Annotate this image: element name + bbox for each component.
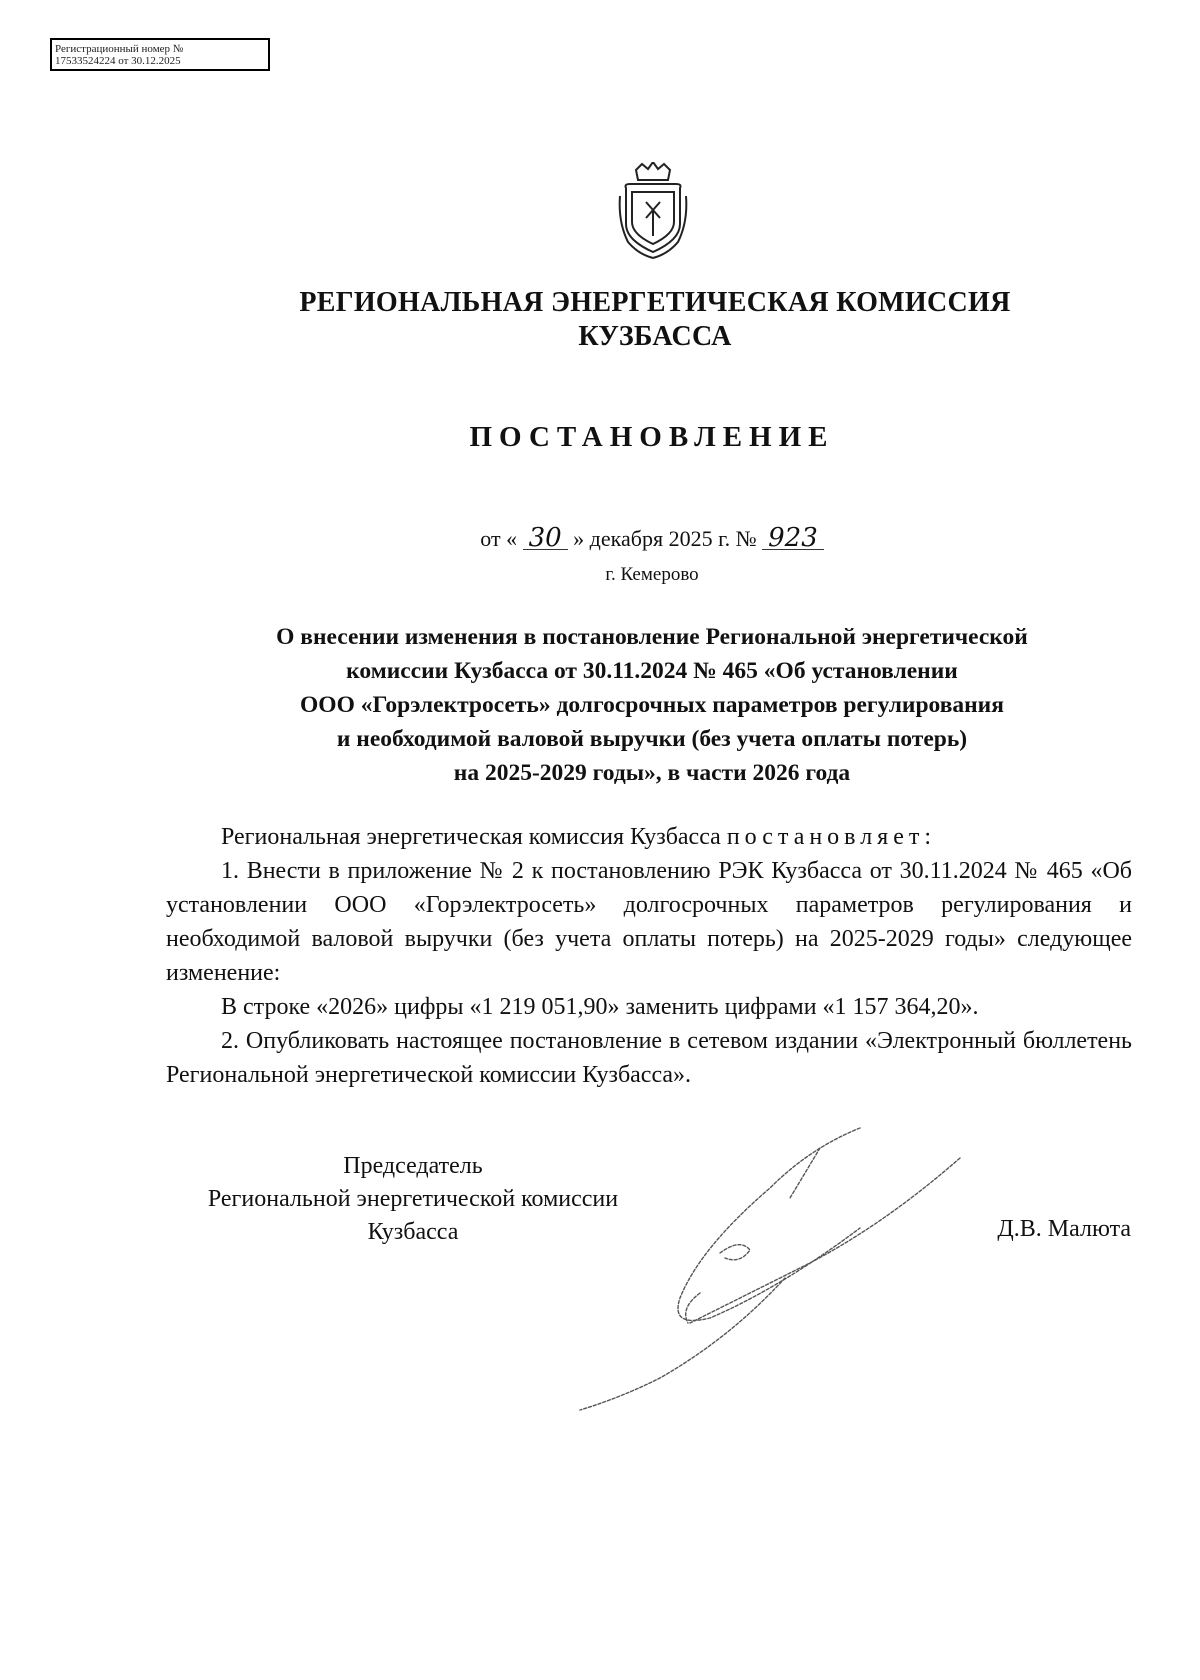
handwritten-signature — [560, 1118, 980, 1418]
kuzbass-coat-of-arms-icon — [616, 162, 690, 260]
handwritten-day: 30 — [523, 527, 568, 550]
handwritten-number: 923 — [762, 527, 824, 550]
body-item2: 2. Опубликовать настоящее постановление в сетевом издании «Электронный бюллетень Региональной энергетической комиссии Кузбасса». — [166, 1028, 1132, 1088]
city: г. Кемерово — [605, 564, 699, 585]
document-subject — [170, 620, 1134, 790]
signatory-role-line1: Председатель — [343, 1153, 483, 1179]
signatory-role-line2: Региональной энергетической комиссии — [207, 1186, 619, 1212]
date-prefix: от « — [480, 526, 518, 551]
subject-line1: О внесении изменения в постановление Региональной энергетической — [276, 624, 1028, 650]
registration-number-value: 17533524224 от 30.12.2025 — [55, 55, 181, 67]
body-item1: 1. Внести в приложение № 2 к постановлению РЭК Кузбасса от 30.11.2024 № 465 «Об установлении ООО «Горэлектросеть» долгосрочных параметров регулирования и необходимой валовой выручки (без учета оплаты потерь) на 2025-2029 годы» следующее изменение: — [166, 858, 1132, 986]
body-item1-change: В строке «2026» цифры «1 219 051,90» заменить цифрами «1 157 364,20». — [221, 994, 979, 1020]
subject-line4: и необходимой валовой выручки (без учета оплаты потерь) — [336, 726, 968, 752]
date-middle: » декабря 2025 г. № — [573, 526, 757, 551]
organization-title-line2: КУЗБАССА — [578, 321, 732, 352]
subject-line2: комиссии Кузбасса от 30.11.2024 № 465 «Об установлении — [346, 658, 958, 684]
subject-line3: ООО «Горэлектросеть» долгосрочных параметров регулирования — [300, 692, 1004, 718]
registration-number-label: Регистрационный номер № — [55, 43, 184, 55]
organization-title-line1: РЕГИОНАЛЬНАЯ ЭНЕРГЕТИЧЕСКАЯ КОМИССИЯ — [299, 287, 1011, 318]
document-body — [166, 820, 1132, 1092]
registration-stamp — [50, 38, 270, 71]
subject-line5: на 2025-2029 годы», в части 2026 года — [453, 760, 851, 786]
signatory-role-line3: Кузбасса — [367, 1219, 459, 1245]
organization-title — [0, 286, 1200, 354]
signatory-name: Д.В. Малюта — [997, 1216, 1131, 1242]
body-intro — [166, 820, 1132, 854]
date-line — [0, 523, 1200, 553]
document-type: ПОСТАНОВЛЕНИЕ — [469, 421, 835, 453]
body-intro-text: Региональная энергетическая комиссия Кузбасса — [221, 824, 721, 850]
body-intro-verb: постановляет: — [726, 824, 937, 850]
